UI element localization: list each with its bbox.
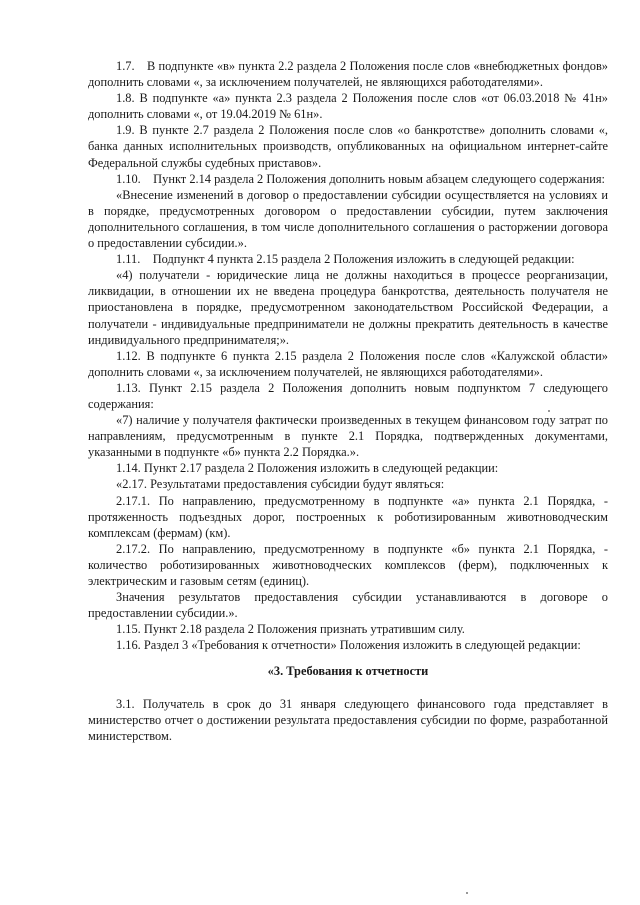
paragraph-1-15: 1.15. Пункт 2.18 раздела 2 Положения признать утратившим силу. [116,622,465,637]
scan-speck [548,410,550,412]
paragraph-1-9: 1.9. В пункте 2.7 раздела 2 Положения после слов «о банкротстве» дополнить словами «, банка данных исполнительных производств, опубликованных на официальном интернет-сайте Федеральной службы судебных приставов». [88,123,608,170]
quote-2-17-1: 2.17.1. По направлению, предусмотренному в подпункте «а» пункта 2.1 Порядка, - протяженность подъездных дорог, построенных к роботизированным животноводческим комплексам (фермам) (км). [88,493,608,540]
document-page [88,58,608,744]
paragraph-3-1: 3.1. Получатель в срок до 31 января следующего финансового года представляет в министерство отчет о достижении результата предоставления субсидии по форме, разработанной министерством. [88,696,608,743]
paragraph-1-10: 1.10. Пункт 2.14 раздела 2 Положения дополнить новым абзацем следующего содержания: [116,171,606,186]
paragraph-1-12: 1.12. В подпункте 6 пункта 2.15 раздела 2 Положения после слов «Калужской области» дополнить словами «, за исключением получателей, не являющихся работодателями». [88,348,608,379]
section-heading: «3. Требования к отчетности [267,664,429,679]
paragraph-1-8: 1.8. В подпункте «а» пункта 2.3 раздела 2 Положения после слов «от 06.03.2018 № 41н» дополнить словами «, от 19.04.2019 № 61н». [88,91,608,122]
quote-2-17-2: 2.17.2. По направлению, предусмотренному в подпункте «б» пункта 2.1 Порядка, - количество роботизированных животноводческих комплексов (ферм), подключенных к электрическим и газовым сетям (единиц). [88,541,608,588]
scan-speck [466,892,468,894]
paragraph-1-7: 1.7. В подпункте «в» пункта 2.2 раздела 2 Положения после слов «внебюджетных фондов» дополнить словами «, за исключением получателей, не являющихся работодателями». [88,59,608,90]
paragraph-1-11: 1.11. Подпункт 4 пункта 2.15 раздела 2 Положения изложить в следующей редакции: [116,252,575,267]
quote-2-17: «2.17. Результатами предоставления субсидии будут являться: [116,477,445,492]
paragraph-1-13: 1.13. Пункт 2.15 раздела 2 Положения дополнить новым подпунктом 7 следующего содержания: [88,380,608,411]
quote-contract-changes: «Внесение изменений в договор о предоставлении субсидии осуществляется на условиях и в порядке, предусмотренных договором о предоставлении субсидии, путем заключения дополнительного соглашения, в том числе дополнительного соглашения о расторжении договора о предоставлении субсидии.». [88,187,608,251]
quote-subpoint-4: «4) получатели - юридические лица не должны находиться в процессе реорганизации, ликвидации, в отношении их не введена процедура банкротства, деятельность получателя не приостановлена в порядке, предусмотренном законодательством Российской Федерации, а получатели - индивидуальные предприниматели не должны прекратить деятельность в качестве индивидуального предпринимателя;». [88,268,608,347]
paragraph-1-16: 1.16. Раздел 3 «Требования к отчетности» Положения изложить в следующей редакции: [116,638,581,653]
quote-subpoint-7: «7) наличие у получателя фактически произведенных в текущем финансовом году затрат по направлениям, предусмотренным в пункте 2.1 Порядка, подтвержденных документами, указанными в подпункте «б» пункта 2.2 Порядка.». [88,413,608,460]
quote-results-values: Значения результатов предоставления субсидии устанавливаются в договоре о предоставлении субсидии.». [88,590,608,621]
paragraph-1-14: 1.14. Пункт 2.17 раздела 2 Положения изложить в следующей редакции: [116,461,499,476]
